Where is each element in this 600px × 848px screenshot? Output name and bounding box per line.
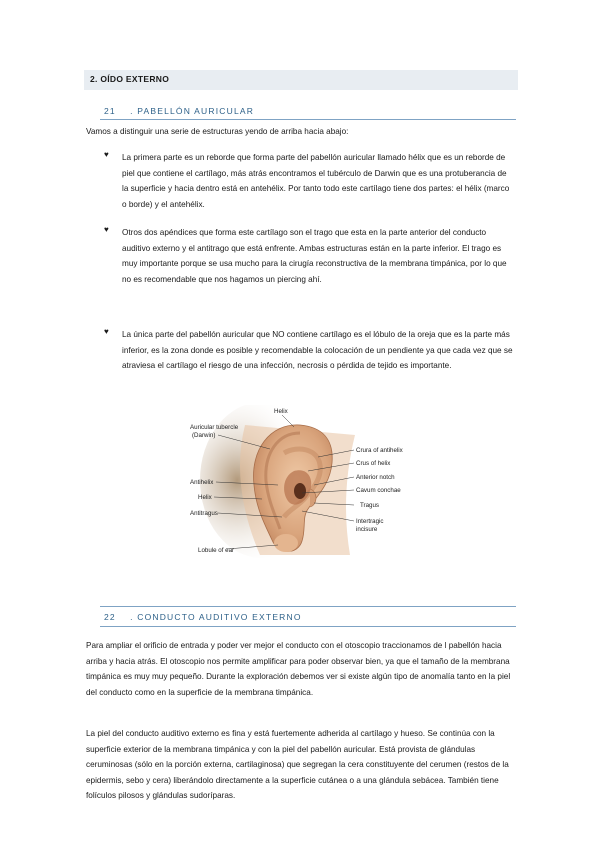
heart-bullet-icon: ♥ [104,225,109,234]
subsection-number: 22 [104,612,116,622]
subsection-heading-2 [104,612,302,622]
label-tragus: Tragus [360,502,380,509]
ear-anatomy-figure [190,405,430,565]
label-incisure: incisure [356,526,378,533]
subsection-title: . CONDUCTO AUDITIVO EXTERNO [130,612,302,622]
subsection-rule-top [100,606,516,607]
intro-paragraph: Vamos a distinguir una serie de estructuras yendo de arriba hacia abajo: [86,127,349,136]
label-crura-antihelix: Crura of antihelix [356,447,403,454]
label-lobule: Lobule of ear [198,547,235,554]
label-cavum-conchae: Cavum conchae [356,487,401,494]
label-crus-helix: Crus of helix [356,460,391,467]
paragraph-skin: La piel del conducto auditivo externo es fina y está fuertemente adherida al cartílago y hueso. Se continúa con la superficie exterior de la membrana timpánica y con la piel del pabellón auricular. Está provista de glándulas ceruminosas (sólo en la porción externa, cartilaginosa) que segregan la cera constituyente del cerumen (restos de la epidermis, sebo y cera) liberándolo directamente a la superficie cutánea o a una glándula sebácea. También tiene folículos pilosos y glándulas sudoríparas. [86,729,509,800]
label-antitragus: Antitragus [190,510,218,517]
bullet-text: Otros dos apéndices que forma este cartílago son el trago que esta en la parte anterior del conducto auditivo externo y el antitrago que está enfrente. Ambas estructuras están en la parte inferior. El trago es muy importante porque se usa mucho para la cirugía reconstructiva de la membrana timpánica, por lo que no es recomendable que nos hagamos un piercing ahí. [122,228,507,284]
bullet-text: La primera parte es un reborde que forma parte del pabellón auricular llamado hélix que es un reborde de piel que contiene el cartílago, más atrás encontramos el tubérculo de Darwin que es una protuberancia de la superficie y hacia dentro está en antehélix. Por tanto todo este cartílago tiene dos partes: el hélix (marco o borde) y el antehélix. [122,153,510,209]
label-intertragic: Intertragic [356,518,384,525]
subsection-rule [100,119,516,120]
ear-canal-opening [294,483,306,499]
label-anterior-notch: Anterior notch [356,474,395,481]
label-helix-top: Helix [274,408,288,415]
label-darwin: (Darwin) [192,432,216,439]
paragraph-otoscope: Para ampliar el orificio de entrada y poder ver mejor el conducto con el otoscopio traccionamos de l pabellón hacia arriba y hacia atrás. El otoscopio nos permite amplificar para poder observar bien, ya que el tamaño de la membrana timpánica es muy muy pequeño. Durante la exploración debemos ver si existe algún tipo de anomalía tanto en la piel del conducto como en la superficie de la membrana timpánica. [86,641,511,697]
heart-bullet-icon: ♥ [104,150,109,159]
lobule [274,534,298,552]
subsection-number: 21 [104,106,116,116]
label-helix-left: Helix [198,494,212,501]
label-auricular-tubercle: Auricular tubercle [190,424,239,431]
bullet-text: La única parte del pabellón auricular que NO contiene cartílago es el lóbulo de la oreja que es la parte más inferior, es la zona donde es posible y recomendable la colocación de un pendiente ya que cada vez que se atraviesa el cartílago el riesgo de una infección, necrosis o pérdida de tejido es importante. [122,330,513,370]
subsection-rule [100,626,516,627]
label-antihelix: Antihelix [190,479,214,486]
subsection-title: . PABELLÓN AURICULAR [130,106,255,116]
section-header [84,70,518,90]
subsection-heading-1 [104,106,254,116]
heart-bullet-icon: ♥ [104,327,109,336]
section-title: 2. OÍDO EXTERNO [90,74,170,84]
